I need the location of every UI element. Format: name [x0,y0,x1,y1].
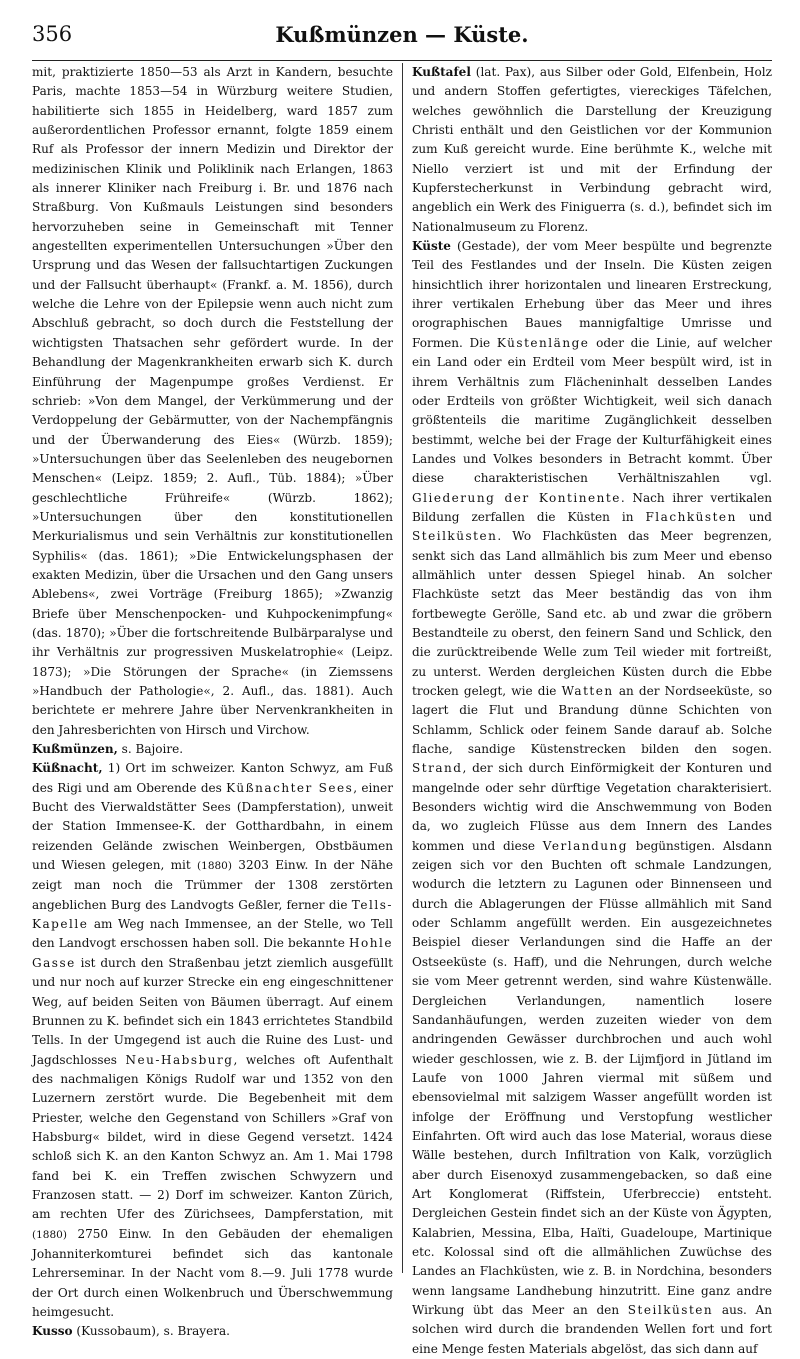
entry-kussmuenzen: Kußmünzen, s. Bajoire. [32,742,184,757]
right-column [402,63,773,1356]
entry-kueste: Küste (Gestade), der vom Meer bespülte und begrenzte Teil des Festlandes und der Inseln. Die Küsten zeigen hinsichtlich ihrer horizontalen und linearen Erstreckung, ihrer vertikalen Erhebung über das Meer und ihres orographischen Baues mannigfaltige Umrisse und Formen. Die Küstenlänge oder die Linie, auf welcher ein Land oder ein Erdteil vom Meer bespült wird, ist in ihrem Verhältnis zum Flächeninhalt desselben Landes oder Erdteils von größter Wichtigkeit, weil sich danach größtenteils die maritime Zugänglichkeit desselben bestimmt, welche bei der Frage der Kulturfähigkeit eines Landes und Volkes besonders in Betracht kommt. Über diese charakteristischen Verhältniszahlen vgl. Gliederung der Kontinente. Nach ihrer vertikalen Bildung zerfallen die Küsten in Flachküsten und Steilküsten. Wo Flachküsten das Meer begrenzen, senkt sich das Land allmählich bis zum Meer und ebenso allmählich unter dessen Spiegel hinab. An solcher Flachküste setzt das Meer beständig das von ihm fortbewegte Gerölle, Sand etc. ab und zwar die gröbern Bestandteile zu oberst, den feinern Sand und Schlick, den die zurücktreibende Welle zum Teil wieder mit fortreißt, zu unterst. Werden dergleichen Küsten durch die Ebbe trocken gelegt, wie die Watten an der Nordseeküste, so lagert die Flut und Brandung dünne Schichten von Schlamm, Schlick oder feinem Sande darauf ab. Solche flache, sandige Küstenstrecken bilden den sogen. Strand, der sich durch Einförmigkeit der Konturen und mangelnde oder sehr dürftige Vegetation charakterisiert. Besonders wichtig wird die Anschwemmung von Boden da, wo zugleich Flüsse aus dem Innern des Landes kommen und diese Verlandung begünstigen. Alsdann zeigen sich vor den Buchten oft schmale Landzungen, wodurch die letztern zu Lagunen oder Binnenseen und durch die Ablagerungen der Flüsse allmählich mit Sand oder Schlamm angefüllt werden. Ein ausgezeichnetes Beispiel dieser Verlandungen sind die Haffe an der Ostseeküste (s. Haff), und die Nehrungen, durch welche sie vom Meer getrennt werden, sind wahre Küstenwälle. Dergleichen Verlandungen, namentlich losere Sandanhäufungen, werden zuzeiten wieder von dem andringenden Gewässer durchbrochen und auch wohl wieder geschlossen, wie z. B. der Lijmfjord in Jütland im Laufe von 1000 Jahren viermal mit süßem und ebensovielmal mit salzigem Wasser angefüllt worden ist infolge der Eröffnung und Verstopfung westlicher Einfahrten. Oft wird auch das lose Material, woraus diese Wälle bestehen, durch Infiltration von Kalk, vorzüglich aber durch Eisenoxyd zusammengebacken, so daß eine Art Konglomerat (Riffstein, Uferbreccie) entsteht. Dergleichen Gestein findet sich an der Küste von Ägypten, Kalabrien, Messina, Elba, Haïti, Guadeloupe, Martinique etc. Kolossal sind oft die allmählichen Zuwüchse des Landes an Flachküsten, wie z. B. in Nordchina, besonders wenn langsame Landhebung hinzutritt. Eine ganz andre Wirkung übt das Meer an den Steilküsten aus. An solchen wird durch die brandenden Wellen fort und fort eine Menge festen Materials abgelöst, das sich dann auf [412,239,773,1356]
entry-kuessnacht: Küßnacht, 1) Ort im schweizer. Kanton Schwyz, am Fuß des Rigi und am Oberende des Küßnachter Sees, einer Bucht des Vierwaldstätter Sees (Dampferstation), unweit der Station Immensee-K. der Gotthardbahn, in einem reizenden Gelände zwischen Weinbergen, Obstbäumen und Wiesen gelegen, mit (1880) 3203 Einw. In der Nähe zeigt man noch die Trümmer der 1308 zerstörten angeblichen Burg des Landvogts Geßler, ferner die Tells-Kapelle am Weg nach Immensee, an der Stelle, wo Tell den Landvogt erschossen haben soll. Die bekannte Hohle Gasse ist durch den Straßenbau jetzt ziemlich ausgefüllt und nur noch auf kurzer Strecke ein eng eingeschnittener Weg, auf beiden Seiten von Bäumen überragt. Auf einem Brunnen zu K. befindet sich ein 1843 errichtetes Standbild Tells. In der Umgegend ist auch die Ruine des Lust- und Jagdschlosses Neu-Habsburg, welches oft Aufenthalt des nachmaligen Königs Rudolf war und 1352 von den Luzernern zerstört wurde. Die Begebenheit mit dem Priester, welche den Gegenstand von Schillers »Graf von Habsburg« bildet, wird in diese Gegend versetzt. 1424 schloß sich K. an den Kanton Schwyz an. Am 1. Mai 1798 fand bei K. ein Treffen zwischen Schwyzern und Franzosen statt. — 2) Dorf im schweizer. Kanton Zürich, am rechten Ufer des Zürichsees, Dampferstation, mit (1880) 2750 Einw. In den Gebäuden der ehemaligen Johanniterkomturei befindet sich das kantonale Lehrerseminar. In der Nacht vom 8.—9. Juli 1778 wurde der Ort durch einen Wolkenbruch und Überschwemmung heimgesucht. [32,761,394,1319]
headword: Küßnacht, [32,761,103,776]
headword: Kusso [32,1324,73,1339]
headword: Kußmünzen, [32,742,118,757]
entry-kussmaul-continued: mit, praktizierte 1850—53 als Arzt in Kandern, besuchte Paris, machte 1853—54 in Würzburg weitere Studien, habilitierte sich 1855 in Heidelberg, ward 1857 zum außerordentlichen Professor ernannt, folgte 1859 einem Ruf als Professor der innern Medizin und Direktor der medizinischen Klinik und Poliklinik nach Erlangen, 1863 als innerer Kliniker nach Freiburg i. Br. und 1876 nach Straßburg. Von Kußmauls Leistungen sind besonders hervorzuheben seine in Gemeinschaft mit Tenner angestellten experimentellen Untersuchungen »Über den Ursprung und das Wesen der fallsuchtartigen Zuckungen und der Fallsucht überhaupt« (Frankf. a. M. 1856), durch welche die Lehre von der Epilepsie wenn auch nicht zum Abschluß gebracht, so doch durch die Feststellung der wichtigsten Thatsachen sehr gefördert wurde. In der Behandlung der Magenkrankheiten erwarb sich K. durch Einführung der Magenpumpe großes Verdienst. Er schrieb: »Von dem Mangel, der Verkümmerung und der Verdoppelung der Gebärmutter, von der Nachempfängnis und der Überwanderung des Eies« (Würzb. 1859); »Untersuchungen über das Seelenleben des neugebornen Menschen« (Leipz. 1859; 2. Aufl., Tüb. 1884); »Über geschlechtliche Frühreife« (Würzb. 1862); »Untersuchungen über den konstitutionellen Merkurialismus und sein Verhältnis zur konstitutionellen Syphilis« (das. 1861); »Die Entwickelungsphasen der exakten Medizin, über die Ursachen und den Gang unsers Ablebens«, zwei Vorträge (Freiburg 1865); »Zwanzig Briefe über Menschenpocken- und Kuhpockenimpfung« (das. 1870); »Über die fortschreitende Bulbärparalyse und ihr Verhältnis zur progressiven Muskelatrophie« (Leipz. 1873); »Die Störungen der Sprache« (in Ziemssens »Handbuch der Pathologie«, 2. Aufl., das. 1881). Auch berichtete er mehrere Jahre über Nervenkrankheiten in den Jahresberichten von Hirsch und Virchow. [32,65,393,737]
entry-kusso: Kusso (Kussobaum), s. Brayera. [32,1324,230,1339]
page-number: 356 [32,22,73,46]
page-header [32,14,772,61]
headword: Kußtafel [412,65,471,79]
headword: Küste [412,239,451,254]
text-columns [32,63,773,1356]
running-head: Kußmünzen — Küste. [275,22,529,47]
left-column [32,63,402,1339]
entry-kusstafel: Kußtafel (lat. Pax), aus Silber oder Gold, Elfenbein, Holz und andern Stoffen gefertigtes, viereckiges Täfelchen, welches gewöhnlich die Darstellung der Kreuzigung Christi enthält und den Geistlichen vor der Kommunion zum Kuß gereicht wurde. Eine berühmte K., welche mit Niello verziert ist und mit der Erfindung der Kupferstecherkunst in Verbindung gebracht wird, angeblich ein Werk des Finiguerra (s. d.), befindet sich im Nationalmuseum zu Florenz. [412,65,772,234]
